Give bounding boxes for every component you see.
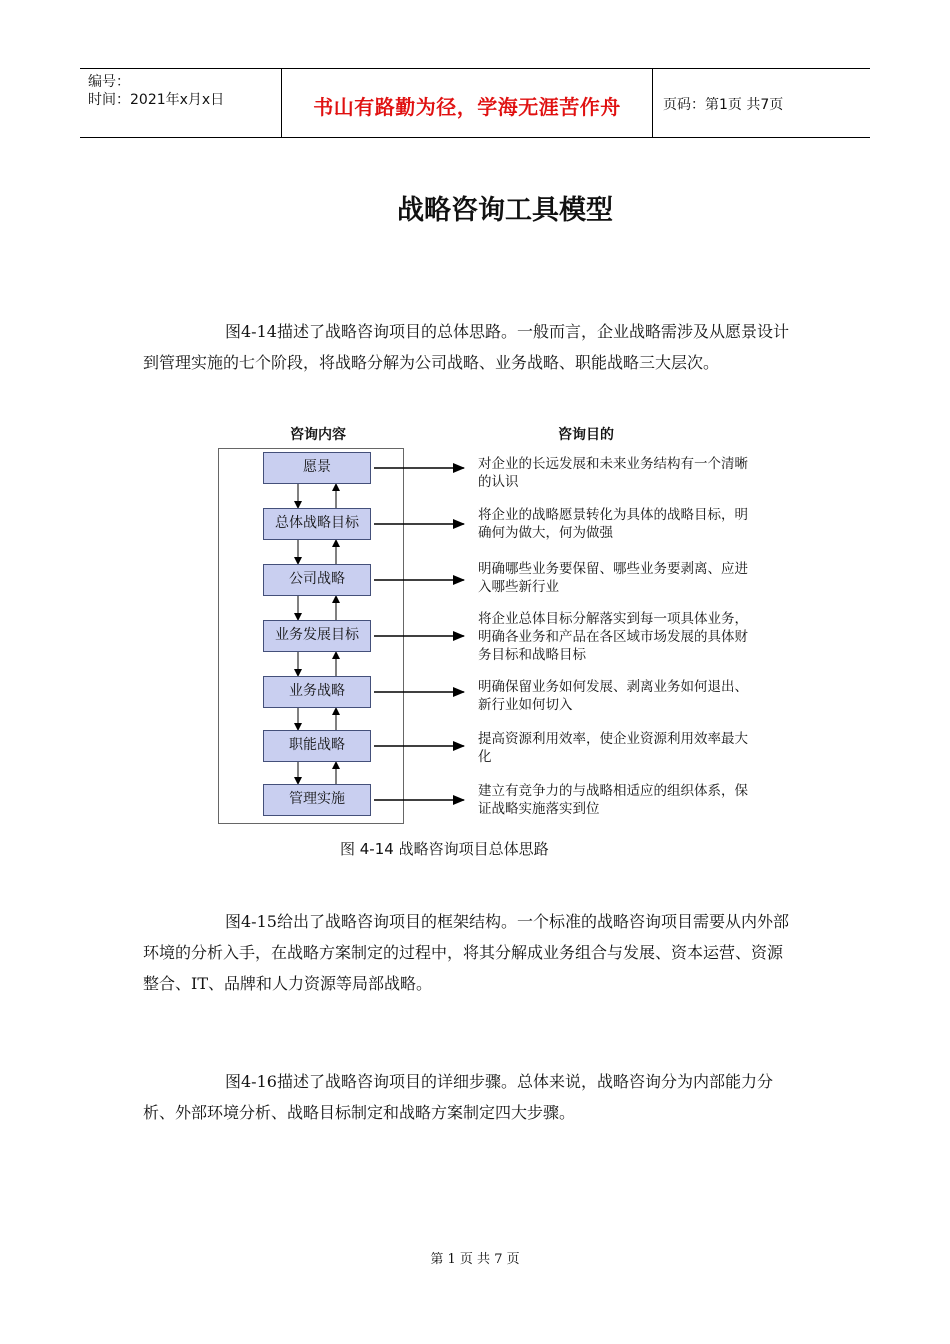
page-info: 页码：第1页 共7页 xyxy=(663,97,784,113)
time-label: 时间：2021年x月x日 xyxy=(88,92,225,108)
step-management-implementation: 管理实施 xyxy=(263,784,371,816)
purpose-business-strategy: 明确保留业务如何发展、剥离业务如何退出、新行业如何切入 xyxy=(478,679,748,713)
diagram-left-header: 咨询内容 xyxy=(290,427,346,443)
step-business-goal: 业务发展目标 xyxy=(263,620,371,652)
step-corporate-strategy: 公司战略 xyxy=(263,564,371,596)
header-table xyxy=(80,68,870,138)
header-motto-cell xyxy=(282,69,653,137)
step-functional-strategy: 职能战略 xyxy=(263,730,371,762)
number-label: 编号： xyxy=(88,74,130,90)
step-overall-goal: 总体战略目标 xyxy=(263,508,371,540)
diagram-right-header: 咨询目的 xyxy=(558,427,614,443)
paragraph-2: 图4-15给出了战略咨询项目的框架结构。一个标准的战略咨询项目需要从内外部环境的分析入手，在战略方案制定的过程中，将其分解成业务组合与发展、资本运营、资源整合、IT、品牌和人力资源等局部战略。 xyxy=(143,912,789,993)
purpose-corporate-strategy: 明确哪些业务要保留、哪些业务要剥离、应进入哪些新行业 xyxy=(478,561,748,595)
purpose-functional-strategy: 提高资源利用效率，使企业资源利用效率最大化 xyxy=(478,731,748,765)
page-footer: 第 1 页 共 7 页 xyxy=(430,1252,520,1267)
purpose-vision: 对企业的长远发展和未来业务结构有一个清晰的认识 xyxy=(478,456,748,490)
step-business-strategy: 业务战略 xyxy=(263,676,371,708)
header-meta-cell xyxy=(80,69,282,137)
paragraph-3: 图4-16描述了战略咨询项目的详细步骤。总体来说，战略咨询分为内部能力分析、外部环境分析、战略目标制定和战略方案制定四大步骤。 xyxy=(143,1072,773,1122)
step-vision: 愿景 xyxy=(263,452,371,484)
strategy-flow-diagram xyxy=(216,420,756,860)
paragraph-1: 图4-14描述了战略咨询项目的总体思路。一般而言，企业战略需涉及从愿景设计到管理实施的七个阶段，将战略分解为公司战略、业务战略、职能战略三大层次。 xyxy=(143,322,789,372)
motto-text: 书山有路勤为径，学海无涯苦作舟 xyxy=(313,95,621,119)
purpose-management-implementation: 建立有竞争力的与战略相适应的组织体系，保证战略实施落实到位 xyxy=(478,783,748,817)
figure-caption: 图 4-14 战略咨询项目总体思路 xyxy=(340,840,549,858)
purpose-overall-goal: 将企业的战略愿景转化为具体的战略目标，明确何为做大，何为做强 xyxy=(478,507,748,541)
purpose-business-goal: 将企业总体目标分解落实到每一项具体业务，明确各业务和产品在各区域市场发展的具体财务目标和战略目标 xyxy=(478,611,748,663)
page-title: 战略咨询工具模型 xyxy=(397,195,613,226)
